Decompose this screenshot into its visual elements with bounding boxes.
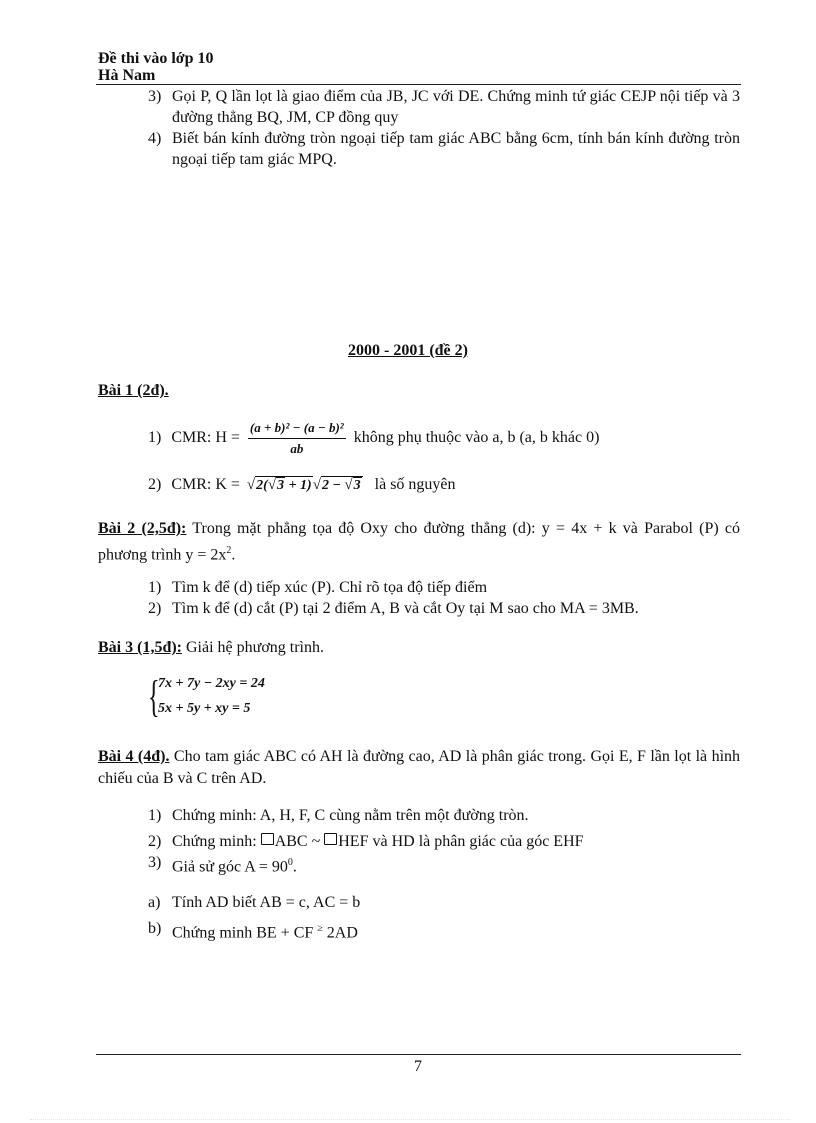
header-rule xyxy=(96,84,741,85)
item-text: Gọi P, Q lần lọt là giao điểm của JB, JC với DE. Chứng minh tứ giác CEJP nội tiếp và 3 đường thẳng BQ, JM, CP đồng quy xyxy=(172,88,740,126)
expr-part: 2 − xyxy=(321,478,345,493)
bai1-heading: Bài 1 (2đ). xyxy=(98,382,169,399)
bai2-paragraph xyxy=(98,518,740,566)
item-number: 1) xyxy=(148,579,162,596)
q-number: 1) xyxy=(148,429,162,447)
item-text xyxy=(148,918,740,943)
document-subtitle: Hà Nam xyxy=(98,67,156,84)
item-number: b) xyxy=(148,920,162,937)
item-text: Tìm k để (d) cắt (P) tại 2 điểm A, B và cắt Oy tại M sao cho MA = 3MB. xyxy=(172,600,639,617)
bai1-q2 xyxy=(148,476,456,494)
item-mid1: ABC ~ xyxy=(274,833,325,850)
left-brace: { xyxy=(148,672,160,721)
geq-symbol: ≥ xyxy=(317,923,323,934)
superscript: 0 xyxy=(287,857,293,868)
document-title: Đề thi vào lớp 10 xyxy=(98,50,214,67)
item-number: 1) xyxy=(148,807,162,824)
equation-1: 7x + 7y − 2xy = 24 xyxy=(158,676,265,691)
fraction-denominator: ab xyxy=(290,441,304,456)
item-number: 2) xyxy=(148,600,162,617)
bai2-item-1 xyxy=(148,577,740,598)
triangle-placeholder-icon xyxy=(261,833,274,845)
q-suffix: không phụ thuộc vào a, b (a, b khác 0) xyxy=(353,429,600,447)
bai4-item-2 xyxy=(148,831,740,852)
h-fraction xyxy=(248,420,346,457)
sqrt-sign: √ xyxy=(246,477,256,493)
item-main: Giả sử góc A = 90 xyxy=(172,858,288,876)
expr-part: 2( xyxy=(256,478,268,493)
item-end: . xyxy=(292,858,297,876)
item-number: 4) xyxy=(148,130,162,147)
item-text: Biết bán kính đường tròn ngoại tiếp tam giác ABC bằng 6cm, tính bán kính đường tròn ngoại tiếp tam giác MPQ. xyxy=(172,130,740,168)
equation-2: 5x + 5y + xy = 5 xyxy=(158,701,251,716)
item-number: 2) xyxy=(148,833,162,850)
item-number: 3) xyxy=(148,854,162,871)
bai4-subitem-a xyxy=(148,892,740,913)
superscript: 2 xyxy=(226,545,232,556)
radicand xyxy=(321,476,363,493)
item-mid2: HEF và HD là phân giác của góc EHF xyxy=(338,833,584,850)
item-text xyxy=(148,831,740,852)
q-suffix: là số nguyên xyxy=(374,476,456,493)
fraction-numerator: (a + b)² − (a − b)² xyxy=(248,420,346,439)
item-end: 2AD xyxy=(322,924,358,942)
bai1-q1 xyxy=(148,420,599,457)
triangle-placeholder-icon xyxy=(324,833,337,845)
sqrt-sign: √ xyxy=(267,477,277,493)
bai2-heading: Bài 2 (2,5đ): xyxy=(98,520,187,537)
item-text: Tính AD biết AB = c, AC = b xyxy=(172,894,361,911)
bai3-heading: Bài 3 (1,5đ): xyxy=(98,639,182,656)
item-number: 3) xyxy=(148,88,162,105)
section-title: 2000 - 2001 (đề 2) xyxy=(348,342,468,359)
sqrt-sign: √ xyxy=(312,477,321,493)
radicand xyxy=(255,476,313,493)
radicand: 3 xyxy=(277,478,285,493)
bai4-intro: Cho tam giác ABC có AH là đường cao, AD là phân giác trong. Gọi E, F lần lọt là hình chiếu của B và C trên AD. xyxy=(98,748,741,787)
radicand: 3 xyxy=(353,478,361,493)
prev-item-3 xyxy=(148,86,740,128)
q-prefix: CMR: K = xyxy=(171,476,240,493)
bai4-item-3 xyxy=(148,852,740,877)
bai2-item-2 xyxy=(148,598,740,619)
k-expression xyxy=(247,478,363,493)
item-pre: Chứng minh: xyxy=(172,833,261,850)
item-text: Chứng minh: A, H, F, C cùng nằm trên một đường tròn. xyxy=(172,807,529,824)
item-text: Tìm k để (d) tiếp xúc (P). Chỉ rõ tọa độ tiếp điểm xyxy=(172,579,488,596)
q-prefix: CMR: H = xyxy=(171,429,240,447)
equation-system xyxy=(148,672,348,722)
item-number: a) xyxy=(148,894,161,911)
prev-item-4 xyxy=(148,128,740,170)
sqrt-sign: √ xyxy=(344,477,353,493)
item-text xyxy=(148,852,740,877)
bai4-heading: Bài 4 (4đ). xyxy=(98,748,170,765)
footer-rule xyxy=(96,1054,741,1055)
item-main: Chứng minh BE + CF xyxy=(172,924,318,942)
bai4-paragraph xyxy=(98,746,740,790)
expr-part: + 1) xyxy=(285,478,312,493)
bai3-paragraph xyxy=(98,637,740,659)
bai2-intro: Trong mặt phẳng tọa độ Oxy cho đường thẳng (d): y = 4x + k và Parabol (P) có phương trình y = 2x xyxy=(98,520,741,564)
bai2-intro-end: . xyxy=(231,546,236,564)
bai4-item-1 xyxy=(148,805,740,826)
bottom-dotted-line xyxy=(30,1119,790,1120)
bai4-subitem-b xyxy=(148,918,740,943)
q-number: 2) xyxy=(148,476,162,493)
page-number: 7 xyxy=(414,1058,422,1075)
bai3-intro: Giải hệ phương trình. xyxy=(182,639,324,656)
